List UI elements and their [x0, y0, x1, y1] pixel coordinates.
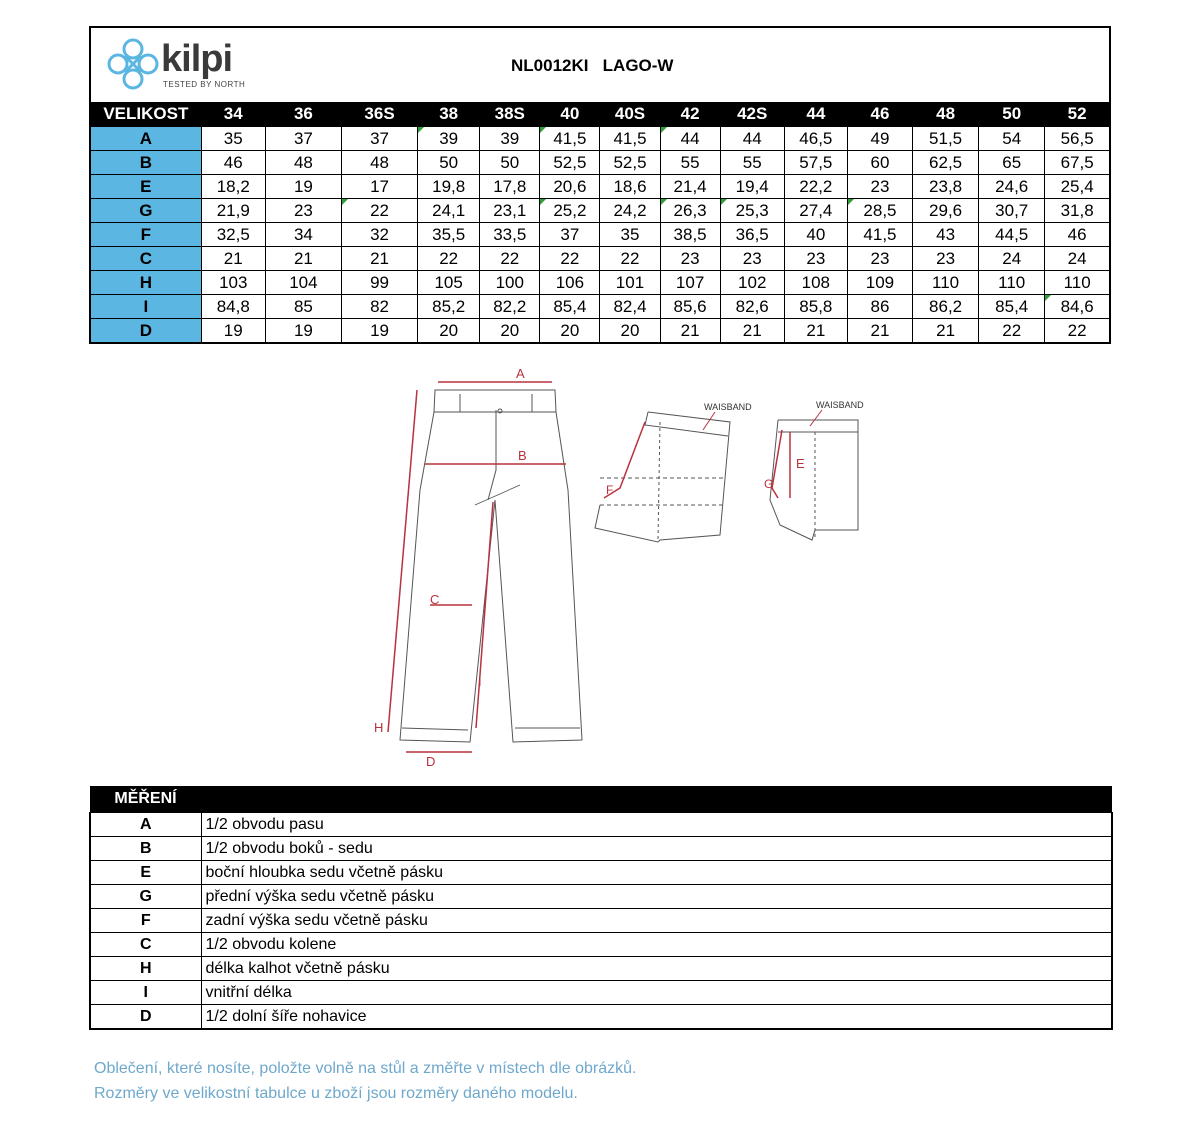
- size-cell: 110: [1045, 271, 1110, 295]
- size-cell: 46: [1045, 223, 1110, 247]
- diagram-label-d: D: [426, 754, 436, 769]
- size-cell: 82,4: [600, 295, 660, 319]
- size-cell: 85,6: [660, 295, 720, 319]
- waistband-label-1: WAISBAND: [704, 402, 752, 412]
- measurement-description: vnitřní délka: [201, 981, 1112, 1005]
- size-cell: 22: [1045, 319, 1110, 344]
- size-cell: 100: [480, 271, 540, 295]
- size-cell: 65: [979, 151, 1045, 175]
- measurement-description: přední výška sedu včetně pásku: [201, 885, 1112, 909]
- size-row-a: [90, 127, 1110, 151]
- measurement-description: délka kalhot včetně pásku: [201, 957, 1112, 981]
- measurement-row-d: [90, 1005, 1112, 1030]
- measurement-row-f: [90, 909, 1112, 933]
- size-cell: 21: [784, 319, 847, 344]
- size-cell: 21: [265, 247, 341, 271]
- size-cell: 85: [265, 295, 341, 319]
- note-line-2: Rozměry ve velikostní tabulce u zboží jsou rozměry daného modelu.: [94, 1085, 578, 1102]
- size-cell: 31,8: [1045, 199, 1110, 223]
- measurement-description: zadní výška sedu včetně pásku: [201, 909, 1112, 933]
- measurement-key: E: [90, 861, 201, 885]
- brand-tagline: TESTED BY NORTH: [163, 80, 246, 89]
- pants-outline: [400, 390, 582, 742]
- front-seat-view: [770, 420, 858, 540]
- size-row-label: F: [90, 223, 201, 247]
- size-header-36S: 36S: [341, 102, 417, 127]
- size-cell: 44: [660, 127, 720, 151]
- size-cell: 33,5: [480, 223, 540, 247]
- diagram-label-b: B: [518, 448, 527, 463]
- size-cell: 32: [341, 223, 417, 247]
- brand-name: kilpi: [161, 38, 233, 80]
- size-cell: 37: [265, 127, 341, 151]
- size-cell: 22: [540, 247, 600, 271]
- size-cell: 39: [418, 127, 480, 151]
- size-cell: 18,6: [600, 175, 660, 199]
- waistband-arrow-1: [703, 412, 715, 430]
- size-cell: 36,5: [720, 223, 784, 247]
- size-cell: 107: [660, 271, 720, 295]
- size-cell: 21,4: [660, 175, 720, 199]
- size-row-h: [90, 271, 1110, 295]
- knot-icon: [105, 36, 161, 92]
- size-cell: 40: [784, 223, 847, 247]
- size-cell: 84,8: [201, 295, 265, 319]
- measurement-legend: [89, 786, 1111, 1030]
- size-cell: 46: [201, 151, 265, 175]
- size-cell: 52,5: [540, 151, 600, 175]
- size-cell: 86,2: [913, 295, 979, 319]
- size-row-label: D: [90, 319, 201, 344]
- size-cell: 22: [418, 247, 480, 271]
- size-cell: 35: [600, 223, 660, 247]
- size-row-g: [90, 199, 1110, 223]
- measurement-description: 1/2 dolní šíře nohavice: [201, 1005, 1112, 1030]
- size-cell: 50: [418, 151, 480, 175]
- size-cell: 18,2: [201, 175, 265, 199]
- size-cell: 29,6: [913, 199, 979, 223]
- product-title: [511, 56, 673, 76]
- size-row-c: [90, 247, 1110, 271]
- size-cell: 67,5: [1045, 151, 1110, 175]
- size-cell: 19: [265, 175, 341, 199]
- size-cell: 57,5: [784, 151, 847, 175]
- size-header-row: [90, 102, 1110, 127]
- measurement-key: G: [90, 885, 201, 909]
- size-cell: 17,8: [480, 175, 540, 199]
- size-cell: 44,5: [979, 223, 1045, 247]
- size-cell: 22: [480, 247, 540, 271]
- size-cell: 49: [847, 127, 912, 151]
- measurement-key: A: [90, 813, 201, 837]
- size-cell: 22,2: [784, 175, 847, 199]
- size-cell: 23: [913, 247, 979, 271]
- measurement-row-g: [90, 885, 1112, 909]
- size-cell: 60: [847, 151, 912, 175]
- size-cell: 21: [201, 247, 265, 271]
- size-header-38: 38: [418, 102, 480, 127]
- size-cell: 20: [418, 319, 480, 344]
- measurement-key: F: [90, 909, 201, 933]
- size-cell: 50: [480, 151, 540, 175]
- size-header-52: 52: [1045, 102, 1110, 127]
- size-cell: 41,5: [847, 223, 912, 247]
- size-cell: 62,5: [913, 151, 979, 175]
- size-chart: [89, 26, 1111, 344]
- size-cell: 20,6: [540, 175, 600, 199]
- size-cell: 106: [540, 271, 600, 295]
- diagram-label-i: I: [478, 674, 482, 689]
- size-cell: 23: [265, 199, 341, 223]
- measurement-description: 1/2 obvodu kolene: [201, 933, 1112, 957]
- size-cell: 24,6: [979, 175, 1045, 199]
- size-cell: 19,8: [418, 175, 480, 199]
- measurement-description: 1/2 obvodu boků - sedu: [201, 837, 1112, 861]
- size-cell: 17: [341, 175, 417, 199]
- size-row-f: [90, 223, 1110, 247]
- size-cell: 85,4: [979, 295, 1045, 319]
- size-cell: 26,3: [660, 199, 720, 223]
- size-cell: 21: [847, 319, 912, 344]
- size-header-40S: 40S: [600, 102, 660, 127]
- size-cell: 24: [979, 247, 1045, 271]
- size-cell: 24,2: [600, 199, 660, 223]
- measurement-key: H: [90, 957, 201, 981]
- size-row-label: A: [90, 127, 201, 151]
- size-cell: 84,6: [1045, 295, 1110, 319]
- size-cell: 23: [660, 247, 720, 271]
- size-cell: 48: [265, 151, 341, 175]
- size-cell: 37: [341, 127, 417, 151]
- size-cell: 35: [201, 127, 265, 151]
- size-cell: 21: [660, 319, 720, 344]
- size-header-48: 48: [913, 102, 979, 127]
- size-cell: 21: [341, 247, 417, 271]
- size-cell: 22: [979, 319, 1045, 344]
- size-cell: 19,4: [720, 175, 784, 199]
- size-header-40: 40: [540, 102, 600, 127]
- size-header-44: 44: [784, 102, 847, 127]
- size-cell: 43: [913, 223, 979, 247]
- size-cell: 108: [784, 271, 847, 295]
- size-cell: 32,5: [201, 223, 265, 247]
- size-corner-label: VELIKOST: [90, 102, 201, 127]
- size-cell: 20: [540, 319, 600, 344]
- size-cell: 37: [540, 223, 600, 247]
- measurement-row-e: [90, 861, 1112, 885]
- size-header-42S: 42S: [720, 102, 784, 127]
- measurement-table: [89, 786, 1113, 1030]
- size-row-label: G: [90, 199, 201, 223]
- size-row-e: [90, 175, 1110, 199]
- size-cell: 21: [720, 319, 784, 344]
- size-cell: 51,5: [913, 127, 979, 151]
- measurement-header-row: [90, 786, 1112, 813]
- pants-measure-lines: [388, 382, 566, 752]
- size-cell: 85,8: [784, 295, 847, 319]
- size-row-label: B: [90, 151, 201, 175]
- size-cell: 23: [847, 247, 912, 271]
- size-row-d: [90, 319, 1110, 344]
- size-cell: 25,3: [720, 199, 784, 223]
- size-cell: 104: [265, 271, 341, 295]
- size-row-i: [90, 295, 1110, 319]
- size-cell: 23,1: [480, 199, 540, 223]
- size-cell: 35,5: [418, 223, 480, 247]
- size-cell: 27,4: [784, 199, 847, 223]
- size-row-label: H: [90, 271, 201, 295]
- measurement-description: 1/2 obvodu pasu: [201, 813, 1112, 837]
- size-cell: 55: [660, 151, 720, 175]
- size-cell: 20: [600, 319, 660, 344]
- size-cell: 23: [720, 247, 784, 271]
- size-cell: 23: [847, 175, 912, 199]
- product-code: NL0012KI: [511, 56, 589, 75]
- size-cell: 48: [341, 151, 417, 175]
- measurement-description: boční hloubka sedu včetně pásku: [201, 861, 1112, 885]
- diagram-label-g: G: [764, 477, 774, 491]
- size-cell: 34: [265, 223, 341, 247]
- diagram-label-f: F: [606, 483, 614, 497]
- size-header-36: 36: [265, 102, 341, 127]
- diagram-label-c: C: [430, 592, 440, 607]
- size-header-34: 34: [201, 102, 265, 127]
- size-cell: 56,5: [1045, 127, 1110, 151]
- diagram-label-a: A: [516, 366, 525, 381]
- size-cell: 39: [480, 127, 540, 151]
- size-cell: 19: [341, 319, 417, 344]
- size-cell: 52,5: [600, 151, 660, 175]
- size-cell: 22: [600, 247, 660, 271]
- size-cell: 28,5: [847, 199, 912, 223]
- size-cell: 82: [341, 295, 417, 319]
- size-cell: 41,5: [600, 127, 660, 151]
- diagram-label-e: E: [796, 456, 805, 471]
- size-cell: 23,8: [913, 175, 979, 199]
- measurement-row-c: [90, 933, 1112, 957]
- back-seat-view: [595, 412, 730, 542]
- size-row-b: [90, 151, 1110, 175]
- size-row-label: E: [90, 175, 201, 199]
- pants-measurement-diagram: [360, 360, 880, 770]
- measurement-row-i: [90, 981, 1112, 1005]
- size-cell: 101: [600, 271, 660, 295]
- size-chart-header: [89, 26, 1111, 102]
- measurement-key: B: [90, 837, 201, 861]
- kilpi-logo: [105, 36, 255, 92]
- size-cell: 24: [1045, 247, 1110, 271]
- size-cell: 46,5: [784, 127, 847, 151]
- size-cell: 82,2: [480, 295, 540, 319]
- size-cell: 105: [418, 271, 480, 295]
- size-cell: 25,4: [1045, 175, 1110, 199]
- measurement-row-b: [90, 837, 1112, 861]
- size-cell: 24,1: [418, 199, 480, 223]
- size-cell: 110: [979, 271, 1045, 295]
- size-cell: 38,5: [660, 223, 720, 247]
- measurement-row-a: [90, 813, 1112, 837]
- measurement-key: D: [90, 1005, 201, 1030]
- size-cell: 102: [720, 271, 784, 295]
- size-cell: 55: [720, 151, 784, 175]
- note-line-1: Oblečení, které nosíte, položte volně na stůl a změřte v místech dle obrázků.: [94, 1060, 637, 1077]
- size-cell: 85,4: [540, 295, 600, 319]
- size-table: [89, 102, 1111, 344]
- size-cell: 21,9: [201, 199, 265, 223]
- diagram-label-h: H: [374, 720, 384, 735]
- size-header-46: 46: [847, 102, 912, 127]
- measurement-header-filler: [201, 786, 1112, 813]
- measurement-row-h: [90, 957, 1112, 981]
- size-row-label: I: [90, 295, 201, 319]
- size-cell: 109: [847, 271, 912, 295]
- measurement-key: I: [90, 981, 201, 1005]
- size-cell: 21: [913, 319, 979, 344]
- size-cell: 110: [913, 271, 979, 295]
- size-cell: 41,5: [540, 127, 600, 151]
- product-model: LAGO-W: [602, 56, 674, 75]
- size-header-50: 50: [979, 102, 1045, 127]
- size-cell: 54: [979, 127, 1045, 151]
- size-cell: 30,7: [979, 199, 1045, 223]
- size-header-42: 42: [660, 102, 720, 127]
- waistband-arrow-2: [810, 410, 822, 426]
- size-cell: 20: [480, 319, 540, 344]
- waistband-label-2: WAISBAND: [816, 400, 864, 410]
- size-cell: 86: [847, 295, 912, 319]
- size-cell: 103: [201, 271, 265, 295]
- size-cell: 23: [784, 247, 847, 271]
- size-cell: 19: [201, 319, 265, 344]
- size-cell: 19: [265, 319, 341, 344]
- measurement-key: C: [90, 933, 201, 957]
- size-cell: 22: [341, 199, 417, 223]
- measurement-header: MĚŘENÍ: [90, 786, 201, 813]
- size-row-label: C: [90, 247, 201, 271]
- size-header-38S: 38S: [480, 102, 540, 127]
- size-cell: 85,2: [418, 295, 480, 319]
- size-cell: 82,6: [720, 295, 784, 319]
- size-cell: 25,2: [540, 199, 600, 223]
- size-cell: 99: [341, 271, 417, 295]
- size-cell: 44: [720, 127, 784, 151]
